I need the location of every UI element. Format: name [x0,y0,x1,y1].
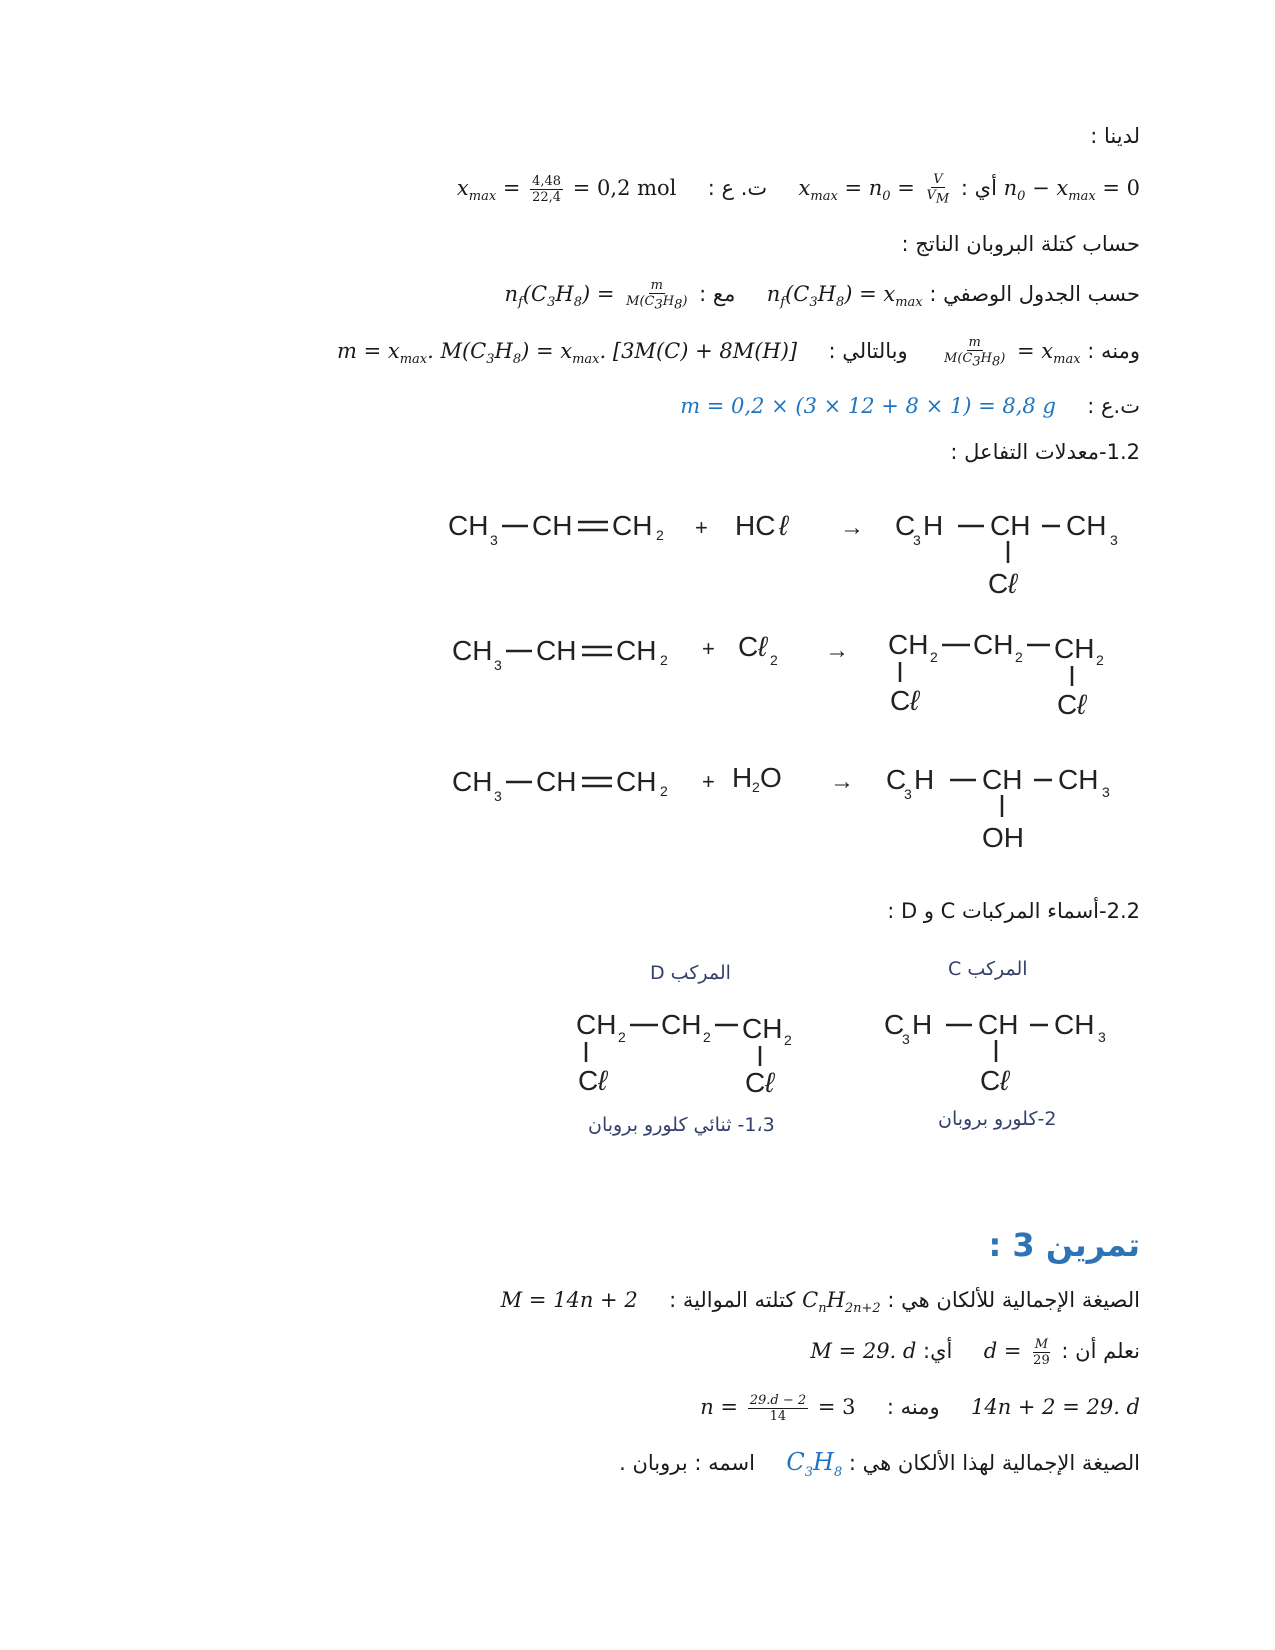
svg-text:CH: CH [536,766,577,797]
section-names: 2.2-أسماء المركبات C و D : [887,899,1140,923]
substituent: C [988,568,1009,599]
svg-text:+: + [702,769,715,794]
equation: $n_0 - x_{max} = 0$ [1003,175,1140,204]
svg-text:CH: CH [532,510,573,541]
compound-c-name: 2-كلورو بروبان [938,1108,1057,1130]
svg-text:ℓ: ℓ [1077,689,1087,720]
equation: $n_f(C_3H_8)$ = $\frac{m}{M(C_3H_8)}$ [504,278,688,313]
svg-text:C: C [1057,689,1078,720]
svg-text:CH: CH [973,629,1014,660]
svg-text:C: C [886,764,907,795]
svg-text:3: 3 [490,532,498,548]
svg-text:H: H [912,1009,933,1040]
equation: $m = x_{max}$. $M(C_3H_8) = x_{max}$. [3M(C) + 8M(H)] [336,338,798,367]
section-mass: حساب كتلة البروبان الناتج : [901,232,1140,256]
svg-text:CH: CH [536,635,577,666]
svg-text:O: O [760,762,782,793]
equation: $n_f(C_3H_8) = x_{max}$ [766,281,923,310]
svg-text:C: C [884,1009,905,1040]
svg-text:CH: CH [1054,1009,1095,1040]
svg-text:CH: CH [612,510,653,541]
svg-text:→: → [840,514,864,541]
svg-text:HC: HC [735,510,776,541]
svg-text:ℓ: ℓ [765,1067,775,1098]
reaction-1 [430,495,1150,620]
svg-text:+: + [702,636,715,661]
svg-text:2: 2 [930,649,938,665]
svg-text:CH: CH [1066,510,1107,541]
svg-text:ℓ: ℓ [758,631,768,662]
svg-text:2: 2 [1015,649,1023,665]
svg-text:2: 2 [703,1029,711,1045]
svg-text:CH: CH [982,764,1023,795]
svg-text:2: 2 [784,1032,792,1048]
xmax-line: $n_0 - x_{max} = 0$ أي : $x_{max} = n_0$ = $\frac{V}{V_M}$ ت. ع : $x_{max}$ = $\frac{4,48}{22,4}$ = 0,2 mol [457,172,1140,212]
svg-text:+: + [695,515,708,540]
compound-c-structure [880,1000,1120,1100]
svg-text:2: 2 [660,652,668,668]
alkane-formula-line: الصيغة الإجمالية للألكان هي : $C_nH_{2n+2}$ كتلته الموالية : M = 14n + 2 [501,1285,1140,1324]
equation: $x_{max}$ = $\frac{4,48}{22,4}$ = 0,2 mol [456,173,677,205]
density-line: نعلم أن : d = $\frac{M}{29}$ أي: M = 29. d [810,1337,1140,1368]
svg-text:→: → [825,637,849,664]
equation: 14n + 2 = 29. d [970,1395,1140,1419]
equation: d = $\frac{M}{29}$ [983,1337,1050,1368]
n-calc-line: 14n + 2 = 29. d ومنه : n = $\frac{29.d - 2}{14}$ = 3 [700,1393,1140,1424]
svg-text:3: 3 [1102,784,1110,800]
compound-d-label: المركب D [650,962,731,984]
svg-text:2: 2 [752,779,760,795]
alkane-name-line: الصيغة الإجمالية لهذا الألكان هي : $C_3H_8$ اسمه : بروبان . [619,1447,1140,1488]
svg-text:2: 2 [660,783,668,799]
svg-text:C: C [738,631,759,662]
svg-text:C: C [745,1067,766,1098]
equation: n = $\frac{29.d - 2}{14}$ = 3 [700,1393,856,1424]
svg-text:CH: CH [978,1009,1019,1040]
equation: $C_nH_{2n+2}$ [802,1288,881,1317]
svg-text:CH: CH [452,766,493,797]
svg-text:ℓ: ℓ [910,685,920,716]
mass-result: m = 0,2 × (3 × 12 + 8 × 1) = 8,8 g [680,394,1056,418]
svg-text:3: 3 [494,788,502,804]
svg-text:CH: CH [576,1009,617,1040]
equation: $\frac{m}{M(C_3H_8)}$ = $x_{max}$ [944,335,1081,370]
svg-text:C: C [578,1065,599,1096]
svg-text:ℓ: ℓ [598,1065,608,1096]
svg-text:2: 2 [618,1029,626,1045]
svg-text:3: 3 [902,1031,910,1047]
svg-text:H: H [914,764,935,795]
compound-d-name: 1،3- ثنائي كلورو بروبان [588,1114,775,1136]
svg-text:H: H [732,762,753,793]
compound-d-structure [570,1000,820,1100]
equation: $x_{max} = n_0$ = $\frac{V}{V_M}$ [798,172,950,207]
svg-text:CH: CH [888,629,929,660]
compound-c-label: المركب C [948,958,1028,980]
svg-text:OH: OH [982,822,1024,853]
mass-formula-line: ومنه : $\frac{m}{M(C_3H_8)}$ = $x_{max}$ وبالتالي : $m = x_{max}$. $M(C_3H_8) = x_{max}$. [3M(C) + 8M(H)] [337,335,1140,375]
svg-text:CH: CH [616,766,657,797]
svg-text:CH: CH [616,635,657,666]
equation: M = 14n + 2 [500,1288,638,1312]
svg-text:C: C [895,510,916,541]
svg-text:→: → [830,768,854,795]
svg-text:ℓ: ℓ [1000,1065,1010,1096]
mass-result-line: ت.ع : m = 0,2 × (3 × 12 + 8 × 1) = 8,8 g [680,391,1140,421]
svg-text:ℓ: ℓ [1008,568,1018,599]
svg-text:CH: CH [448,510,489,541]
svg-text:CH: CH [452,635,493,666]
svg-text:2: 2 [656,527,664,543]
svg-text:C: C [890,685,911,716]
svg-text:2: 2 [770,652,778,668]
svg-text:CH: CH [661,1009,702,1040]
svg-text:C: C [980,1065,1001,1096]
svg-text:ℓ: ℓ [779,510,789,541]
reaction-2 [430,620,1150,725]
svg-text:CH: CH [1058,764,1099,795]
svg-text:3: 3 [1110,532,1118,548]
svg-text:CH: CH [1054,633,1095,664]
svg-text:H: H [923,510,944,541]
svg-text:3: 3 [494,657,502,673]
svg-text:3: 3 [904,786,912,802]
alkane-formula: $C_3H_8$ [786,1448,843,1480]
reaction-3 [430,755,1150,860]
svg-text:3: 3 [1098,1029,1106,1045]
svg-text:CH: CH [742,1013,783,1044]
svg-text:CH: CH [990,510,1031,541]
svg-text:3: 3 [913,532,921,548]
section-equations: 1.2-معدلات التفاعل : [950,440,1140,464]
intro-line: لدينا : [1090,124,1140,148]
table-line: حسب الجدول الوصفي : $n_f(C_3H_8) = x_{max}$ مع : $n_f(C_3H_8)$ = $\frac{m}{M(C_3H_8)}$ [505,278,1141,318]
equation: M = 29. d [810,1339,917,1363]
svg-text:2: 2 [1096,652,1104,668]
exercise-3-title: تمرين 3 : [988,1226,1140,1264]
